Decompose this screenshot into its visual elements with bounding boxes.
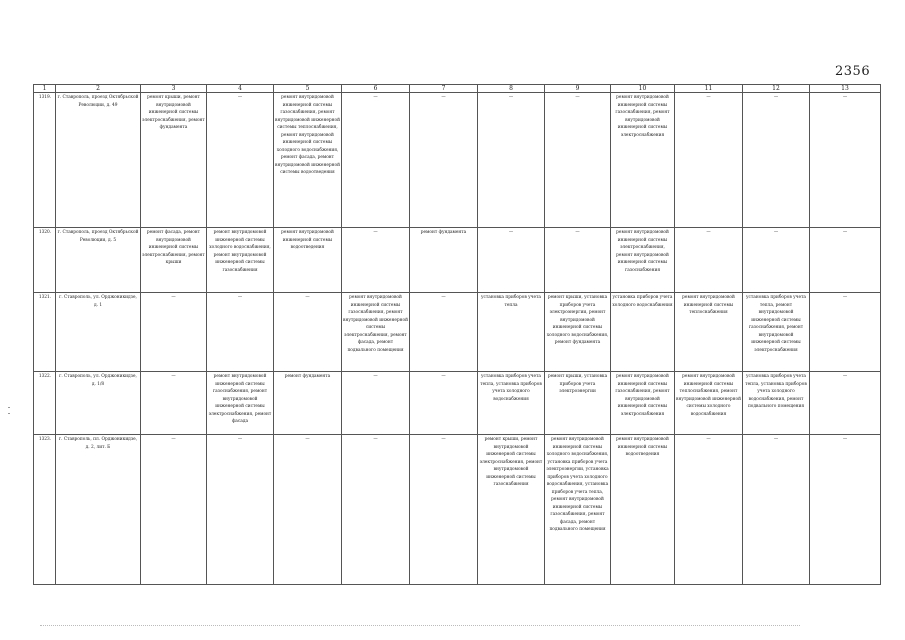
work-cell: — (743, 93, 810, 228)
work-cell: ремонт внутридомовой инженерной системы теплоснабжения (675, 293, 743, 372)
work-cell: ремонт внутридомовой инженерной системы водоотведения (274, 228, 342, 293)
col-header: 2 (56, 85, 141, 93)
col-header: 4 (207, 85, 274, 93)
work-cell: — (342, 228, 410, 293)
col-header: 6 (342, 85, 410, 93)
work-cell: ремонт крыши, установка приборов учета электроэнергии, ремонт внутридомовой инженерной системы холодного водоснабжения, ремонт фундамента (545, 293, 611, 372)
work-cell: ремонт внутридомовой инженерной системы газоснабжения, ремонт внутридомовой инженерной системы электроснабжения, ремонт фасада, ремонт подвального помещения (342, 293, 410, 372)
work-cell: ремонт внутридомовой инженерной системы газоснабжения, ремонт внутридомовой инженерной системы электроснабжения (611, 93, 675, 228)
work-cell: — (478, 228, 545, 293)
table-row (34, 293, 881, 372)
work-cell: — (545, 228, 611, 293)
page-number: 2356 (835, 64, 871, 79)
work-cell: ремонт внутридомовой инженерной системы холодного водоснабжения, установка приборов учета электроэнергии, установка приборов учета холодного водоснабжения, установка приборов учета тепла, ремонт внутридомовой инженерной системы газоснабжения, ремонт фасада, ремонт подвального помещения (545, 435, 611, 585)
work-cell: установка приборов учета тепла, ремонт внутридомовой инженерной системы газоснабжения, ремонт внутридомовой инженерной системы электроснабжения (743, 293, 810, 372)
work-cell: ремонт фундамента (274, 372, 342, 435)
work-cell: — (675, 228, 743, 293)
work-cell: ремонт фасада, ремонт внутридомовой инженерной системы электроснабжения, ремонт крыши (141, 228, 207, 293)
col-header: 5 (274, 85, 342, 93)
work-cell: — (342, 435, 410, 585)
work-cell: — (207, 435, 274, 585)
work-cell: — (478, 93, 545, 228)
col-header: 11 (675, 85, 743, 93)
work-cell: ремонт крыши, ремонт внутридомовой инженерной системы электроснабжения, ремонт внутридомовой инженерной системы газоснабжения (478, 435, 545, 585)
work-cell: — (410, 372, 478, 435)
work-cell: — (810, 93, 881, 228)
work-cell: установка приборов учета тепла, установка приборов учета холодного водоснабжения, ремонт подвального помещения (743, 372, 810, 435)
work-cell: — (410, 293, 478, 372)
work-cell: — (810, 228, 881, 293)
work-cell: ремонт внутридомовой инженерной системы газоснабжения, ремонт внутридомовой инженерной системы теплоснабжения, ремонт внутридомовой инженерной системы холодного водоснабжения, ремонт фасада, ремонт внутридомовой инженерной системы водоотведения (274, 93, 342, 228)
col-header: 12 (743, 85, 810, 93)
work-cell: — (342, 372, 410, 435)
column-number-header (34, 85, 881, 93)
row-number: 1322. (34, 372, 56, 435)
table-row (34, 93, 881, 228)
work-cell: — (410, 93, 478, 228)
work-cell: ремонт внутридомовой инженерной системы холодного водоснабжения, ремонт внутридомовой инженерной системы газоснабжения (207, 228, 274, 293)
work-cell: установка приборов учета холодного водоснабжения (611, 293, 675, 372)
work-cell: ремонт внутридомовой инженерной системы газоснабжения, ремонт внутридомовой инженерной системы электроснабжения, ремонт фасада (207, 372, 274, 435)
work-cell: — (141, 293, 207, 372)
work-cell: — (545, 93, 611, 228)
work-cell: — (810, 372, 881, 435)
col-header: 10 (611, 85, 675, 93)
work-cell: установка приборов учета тепла (478, 293, 545, 372)
work-cell: — (743, 435, 810, 585)
work-cell: — (274, 293, 342, 372)
work-cell: установка приборов учета тепла, установка приборов учета холодного водоснабжения (478, 372, 545, 435)
work-cell: — (141, 372, 207, 435)
table-row (34, 435, 881, 585)
repair-schedule-table (33, 84, 881, 585)
work-cell: ремонт фундамента (410, 228, 478, 293)
work-cell: ремонт внутридомовой инженерной системы газоснабжения, ремонт внутридомовой инженерной системы электроснабжения (611, 372, 675, 435)
work-cell: — (675, 93, 743, 228)
scan-artifact-line (40, 625, 800, 626)
scan-speck (8, 413, 10, 414)
work-cell: — (810, 293, 881, 372)
col-header: 8 (478, 85, 545, 93)
work-cell: — (743, 228, 810, 293)
col-header: 7 (410, 85, 478, 93)
work-cell: ремонт внутридомовой инженерной системы водоотведения (611, 435, 675, 585)
work-cell: — (810, 435, 881, 585)
work-cell: ремонт крыши, ремонт внутридомовой инженерной системы электроснабжения, ремонт фундамента (141, 93, 207, 228)
col-header: 1 (34, 85, 56, 93)
address-cell: г. Ставрополь, пл. Орджоникидзе, д. 2, лит. Б (56, 435, 141, 585)
work-cell: — (675, 435, 743, 585)
work-cell: ремонт внутридомовой инженерной системы теплоснабжения, ремонт внутридомовой инженерной системы холодного водоснабжения (675, 372, 743, 435)
address-cell: г. Ставрополь, проезд Октябрьской Революции, д. 49 (56, 93, 141, 228)
col-header: 3 (141, 85, 207, 93)
work-cell: — (342, 93, 410, 228)
table-row (34, 228, 881, 293)
col-header: 9 (545, 85, 611, 93)
table-row (34, 372, 881, 435)
work-cell: — (141, 435, 207, 585)
row-number: 1319. (34, 93, 56, 228)
row-number: 1321. (34, 293, 56, 372)
row-number: 1320. (34, 228, 56, 293)
scan-speck (8, 407, 10, 408)
work-cell: ремонт крыши, установка приборов учета электроэнергии (545, 372, 611, 435)
work-cell: — (274, 435, 342, 585)
address-cell: г. Ставрополь, проезд Октябрьской Революции, д. 5 (56, 228, 141, 293)
work-cell: — (207, 93, 274, 228)
work-cell: — (207, 293, 274, 372)
work-cell: ремонт внутридомовой инженерной системы электроснабжения, ремонт внутридомовой инженерной системы газоснабжения (611, 228, 675, 293)
address-cell: г. Ставрополь, ул. Орджоникидзе, д. 1 (56, 293, 141, 372)
address-cell: г. Ставрополь, ул. Орджоникидзе, д. 1/8 (56, 372, 141, 435)
work-cell: — (410, 435, 478, 585)
row-number: 1323. (34, 435, 56, 585)
col-header: 13 (810, 85, 881, 93)
